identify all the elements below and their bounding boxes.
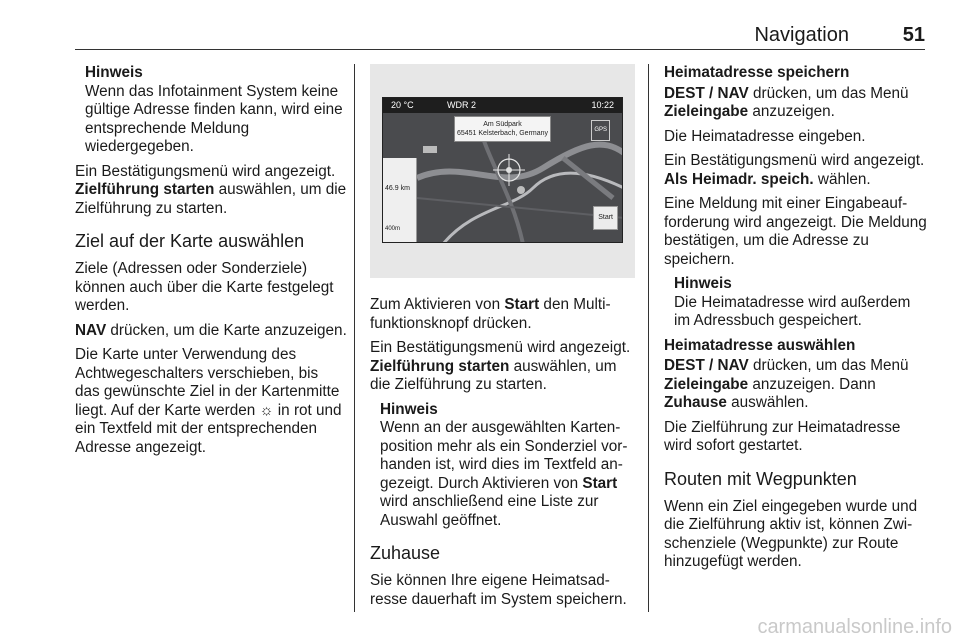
paragraph: Die Karte unter Verwendung des Achtwegeschalters verschieben, bis das gewünschte Ziel in der Kartenmitte liegt. Auf der Karte werden ☼ in rot und ein Textfeld mit der entsprechenden Adresse angezeigt. [75,346,342,456]
note-title: Hinweis [674,275,732,292]
column-divider-1 [354,64,355,612]
text: auswählen, um die Zielführung zu starten. [370,357,617,393]
paragraph [370,339,635,395]
guidance-panel [383,158,417,243]
gps-badge: GPS [591,120,610,141]
emphasis: Zieleingabe [664,103,749,120]
column-2 [370,64,635,615]
emphasis: Zielführung starten [75,181,215,198]
text: den Multifunktionsknopf drücken. [370,296,611,332]
text: Ein Bestätigungsmenü wird angezeigt. [370,339,631,356]
paragraph: Wenn ein Ziel eingegeben wurde und die Zielführung aktiv ist, können Zwischenziele (Wegpunkte) zur Route hinzugefügt werden. [664,497,918,570]
address-line: Am Südpark [483,121,522,128]
emphasis: Zuhause [664,394,727,411]
status-bar [383,98,622,113]
clock: 10:22 [591,100,614,110]
address-line: 65451 Kelsterbach, Germany [456,130,549,137]
note-text: Die Heimatadresse wird außerdem im Adressbuch gespeichert. [674,293,911,329]
emphasis: Start [504,296,540,313]
screenshot-figure [370,64,635,278]
text: wählen. [813,170,871,188]
paragraph: Die Zielführung zur Heimatadresse wird sofort gestartet. [664,418,901,454]
paragraph: Eine Meldung mit einer Eingabeaufforderung wird angezeigt. Die Meldung bestätigen, um die Adresse zu speichern. [664,195,927,268]
paragraph [664,152,929,189]
paragraph [75,322,347,341]
paragraph: Sie können Ihre eigene Heimatsadresse dauerhaft im System speichern. [370,572,627,608]
emphasis: Zieleingabe [664,375,749,393]
subsection-heading: Heimatadresse speichern [664,64,850,81]
text: drücken, um die Karte anzuzeigen. [106,321,347,339]
note-text: Wenn das Infotainment System keine gültige Adresse finden kann, wird eine entsprechende Meldung wiedergegeben. [85,82,343,155]
text: Ein Bestätigungsmenü wird angezeigt. [664,152,925,169]
paragraph [664,357,929,413]
paragraph [664,85,929,122]
page-title: Navigation [754,24,849,46]
map-scale: 400m [385,225,401,232]
column-3 [664,64,929,578]
text: drücken, um das Menü [748,84,909,102]
note-title: Hinweis [85,64,143,81]
emphasis: DEST / NAV [664,357,749,374]
paragraph [75,163,347,219]
distance: 46.9 km [385,185,410,192]
note-text [380,419,635,530]
note-box [75,64,347,157]
radio-station: WDR 2 [447,100,476,110]
text: anzuzeigen. [748,103,835,120]
page-number: 51 [902,24,925,46]
emphasis: DEST / NAV [664,84,749,102]
text: auswählen. [726,394,809,411]
section-heading: Ziel auf der Karte auswählen [75,231,305,251]
text: Wenn an der ausgewählten Kartenposition mehr als ein Sonderziel vorhanden ist, wird dies im Textfeld angezeigt. Durch Aktivieren von [380,419,628,492]
text: Ein Bestätigungsmenü wird angezeigt. [75,162,336,180]
emphasis: NAV [75,321,107,339]
paragraph: Ziele (Adressen oder Sonderziele) können auch über die Karte festgelegt werden. [75,260,334,314]
paragraph: Die Heimatadresse eingeben. [664,127,866,145]
text: wird anschließend eine Liste zur Auswahl geöffnet. [380,493,599,529]
note-title: Hinweis [380,400,438,418]
page-header [75,0,925,50]
emphasis: Als Heimadr. speich. [664,170,814,188]
text: anzuzeigen. Dann [748,375,876,393]
watermark: carmanualsonline.info [757,615,952,638]
text: Zum Aktivieren von [370,296,505,313]
section-heading: Routen mit Wegpunkten [664,468,857,489]
column-divider-2 [648,64,649,612]
text: auswählen, um die Zielführung zu starten. [75,181,347,217]
navigation-screen [382,97,623,243]
note-box [664,275,929,331]
text: drücken, um das Menü [748,357,909,374]
emphasis: Start [582,474,618,492]
note-box [370,401,635,531]
temperature: 20 °C [391,100,414,110]
paragraph [370,296,635,333]
column-1 [75,64,347,463]
section-heading: Zuhause [370,543,441,563]
start-button[interactable]: Start [593,206,618,231]
emphasis: Zielführung starten [370,357,510,375]
subsection-heading: Heimatadresse auswählen [664,336,856,354]
address-textbox [454,116,551,142]
